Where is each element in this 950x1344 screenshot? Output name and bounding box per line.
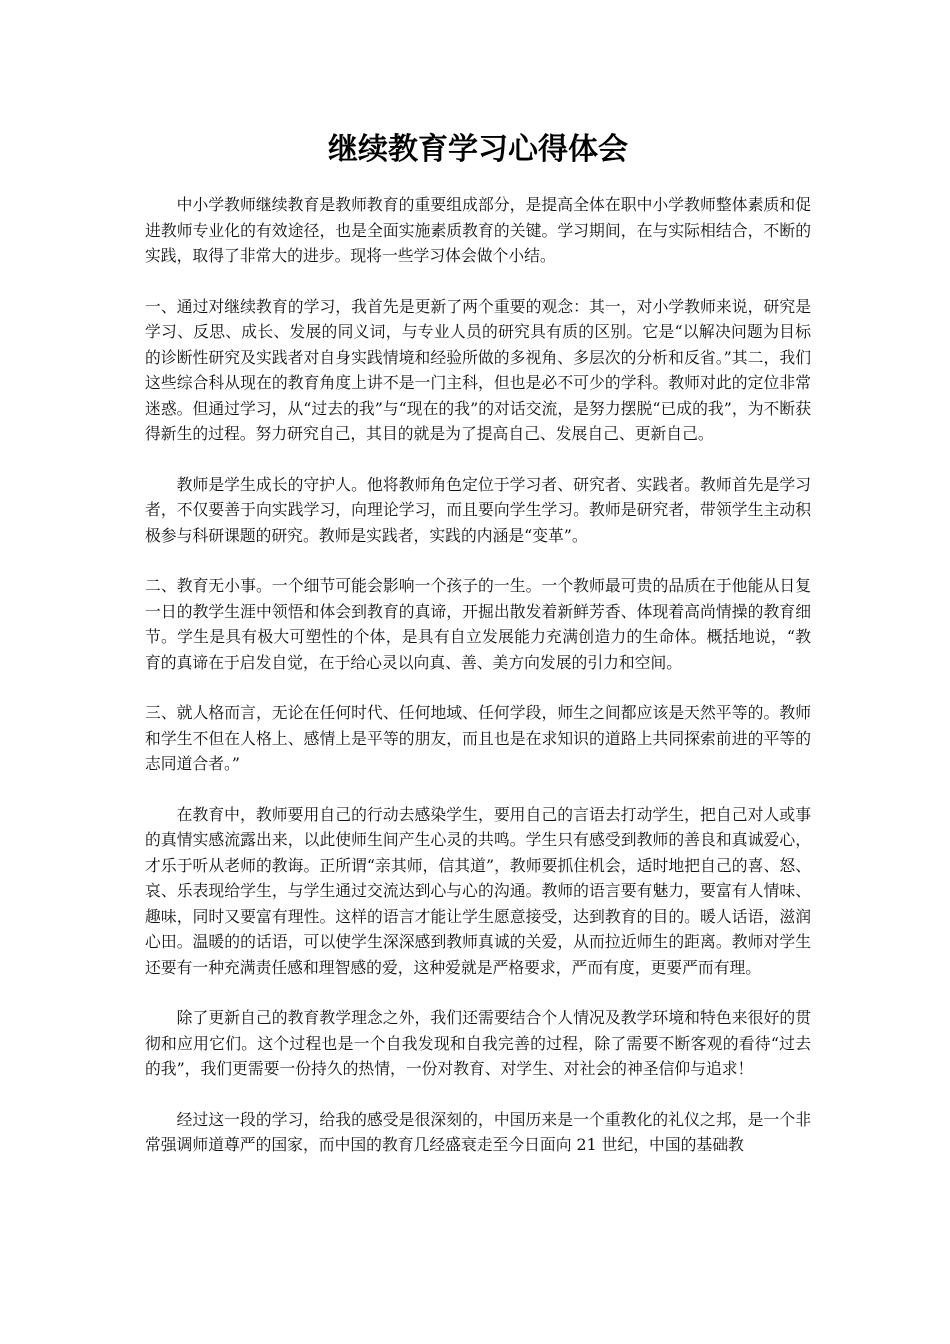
document-title: 继续教育学习心得体会 (328, 132, 628, 167)
document-page (145, 0, 811, 1158)
paragraph-conclusion: 经过这一段的学习，给我的感受是很深刻的，中国历来是一个重教化的礼仪之邦，是一个非常强调师道尊严的国家，而中国的教育几经盛衰走至今日面向 21 世纪，中国的基础教 (145, 1109, 811, 1154)
paragraph-section-one: 一、通过对继续教育的学习，我首先是更新了两个重要的观念：其一，对小学教师来说，研究是学习、反思、成长、发展的同义词，与专业人员的研究具有质的区别。它是“以解决问题为目标的诊断性研究及实践者对自身实践情境和经验所做的多视角、多层次的分析和反省。”其二，我们这些综合科从现在的教育角度上讲不是一门主科，但也是必不可少的学科。教师对此的定位非常迷惑。但通过学习，从“过去的我”与“现在的我”的对话交流，是努力摆脱“已成的我”，为不断获得新生的过程。努力研究自己，其目的就是为了提高自己、发展自己、更新自己。 (145, 296, 811, 443)
paragraph-intro: 中小学教师继续教育是教师教育的重要组成部分，是提高全体在职中小学教师整体素质和促进教师专业化的有效途径，也是全面实施素质教育的关键。学习期间，在与实际相结合，不断的实践，取得了非常大的进步。现将一些学习体会做个小结。 (145, 195, 811, 265)
paragraph-teacher-language: 在教育中，教师要用自己的行动去感染学生，要用自己的言语去打动学生，把自己对人或事的真情实感流露出来，以此使师生间产生心灵的共鸣。学生只有感受到教师的善良和真诚爱心，才乐于听从老师的教诲。正所谓“亲其师，信其道”，教师要抓住机会，适时地把自己的喜、怒、哀、乐表现给学生，与学生通过交流达到心与心的沟通。教师的语言要有魅力，要富有人情味、趣味，同时又要富有理性。这样的语言才能让学生愿意接受，达到教育的目的。暖人话语，滋润心田。温暖的的话语，可以使学生深深感到教师真诚的关爱，从而拉近师生的距离。教师对学生还要有一种充满责任感和理智感的爱，这种爱就是严格要求，严而有度，更要严而有理。 (145, 804, 811, 977)
paragraph-self-improvement: 除了更新自己的教育教学理念之外，我们还需要结合个人情况及教学环境和特色来很好的贯彻和应用它们。这个过程也是一个自我发现和自我完善的过程，除了需要不断客观的看待“过去的我”，我们更需要一份持久的热情，一份对教育、对学生、对社会的神圣信仰与追求！ (145, 1008, 811, 1078)
paragraph-section-three: 三、就人格而言，无论在任何时代、任何地域、任何学段，师生之间都应该是天然平等的。教师和学生不但在人格上、感情上是平等的朋友，而且也是在求知识的道路上共同探索前进的平等的志同道合者。” (145, 703, 811, 773)
paragraph-teacher-roles: 教师是学生成长的守护人。他将教师角色定位于学习者、研究者、实践者。教师首先是学习者，不仅要善于向实践学习，向理论学习，而且要向学生学习。教师是研究者，带领学生主动积极参与科研课题的研究。教师是实践者，实践的内涵是“变革”。 (145, 474, 811, 545)
paragraph-section-two: 二、教育无小事。一个细节可能会影响一个孩子的一生。一个教师最可贵的品质在于他能从日复一日的教学生涯中领悟和体会到教育的真谛，开掘出散发着新鲜芳香、体现着高尚情操的教育细节。学生是具有极大可塑性的个体，是具有自立发展能力充满创造力的生命体。概括地说，“教育的真谛在于启发自觉，在于给心灵以向真、善、美方向发展的引力和空间。 (145, 576, 811, 672)
